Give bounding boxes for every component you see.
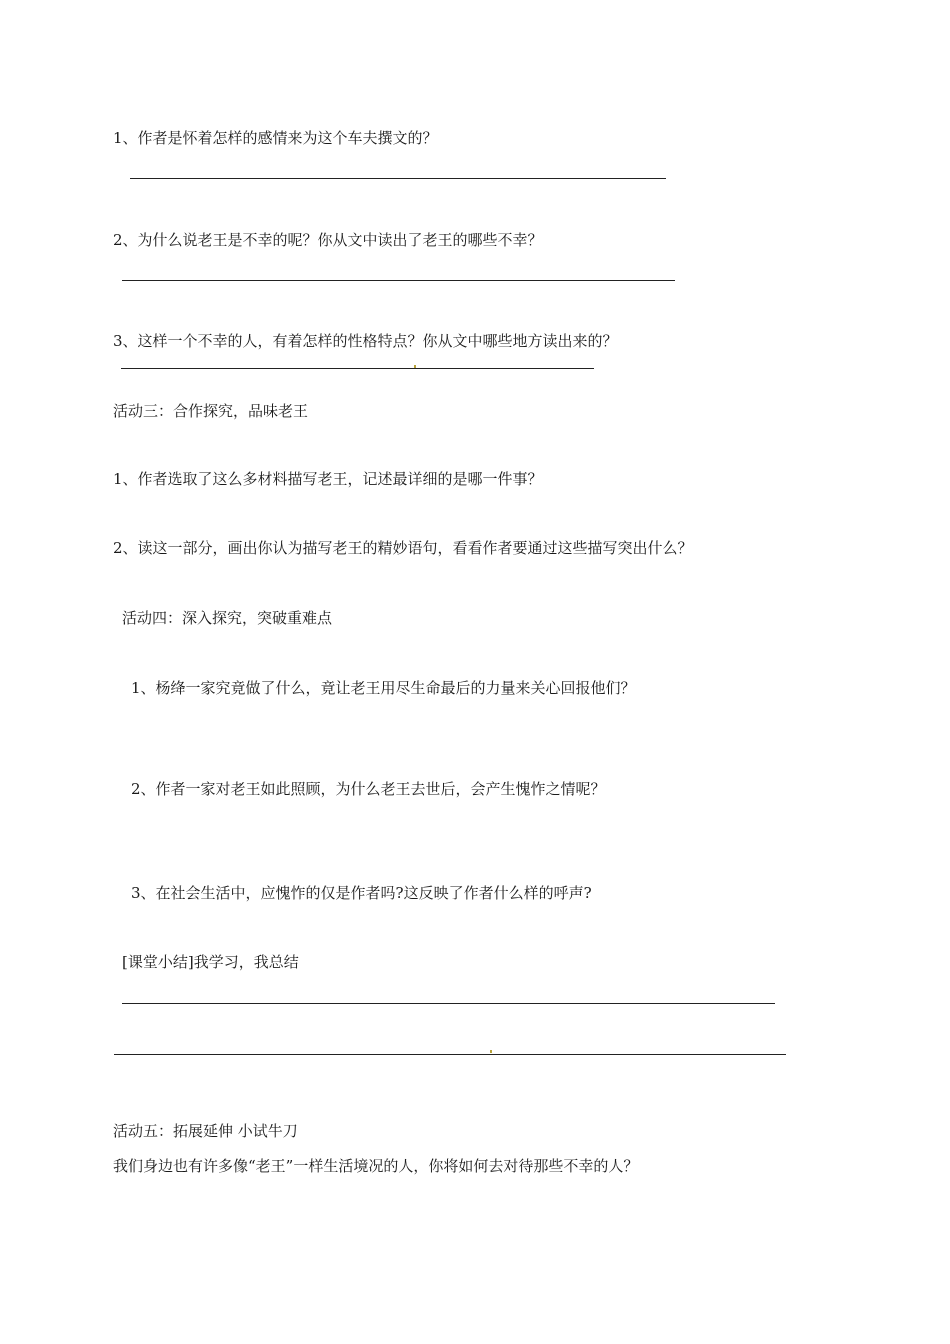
question-a4-1: 1、杨绛一家究竟做了什么，竟让老王用尽生命最后的力量来关心回报他们？ [131, 679, 636, 697]
answer-line-a2-3 [121, 368, 594, 369]
question-a3-2: 2、读这一部分，画出你认为描写老王的精妙语句，看看作者要通过这些描写突出什么？ [113, 539, 693, 557]
answer-line-a2-2 [122, 280, 675, 281]
question-a4-3: 3、在社会生活中，应愧怍的仅是作者吗?这反映了作者什么样的呼声? [131, 884, 592, 902]
stray-mark [414, 365, 416, 368]
question-a2-3: 3、这样一个不幸的人，有着怎样的性格特点？你从文中哪些地方读出来的？ [113, 332, 618, 350]
answer-line-summary-1 [122, 1003, 775, 1004]
question-a2-1: 1、作者是怀着怎样的感情来为这个车夫撰文的？ [113, 129, 438, 147]
question-a3-1: 1、作者选取了这么多材料描写老王，记述最详细的是哪一件事？ [113, 470, 543, 488]
question-a4-2: 2、作者一家对老王如此照顾，为什么老王去世后，会产生愧怍之情呢？ [131, 780, 606, 798]
activity5-heading: 活动五：拓展延伸 小试牛刀 [113, 1122, 298, 1140]
activity4-heading: 活动四：深入探究，突破重难点 [122, 609, 333, 627]
activity3-heading: 活动三：合作探究，品味老王 [113, 402, 309, 420]
answer-line-a2-1 [130, 178, 666, 179]
question-a2-2: 2、为什么说老王是不幸的呢？你从文中读出了老王的哪些不幸？ [113, 231, 543, 249]
stray-mark [490, 1050, 492, 1053]
answer-line-summary-2 [114, 1054, 786, 1055]
question-a5-1: 我们身边也有许多像“老王”一样生活境况的人，你将如何去对待那些不幸的人？ [113, 1157, 639, 1175]
summary-heading: [课堂小结]我学习，我总结 [122, 953, 299, 971]
